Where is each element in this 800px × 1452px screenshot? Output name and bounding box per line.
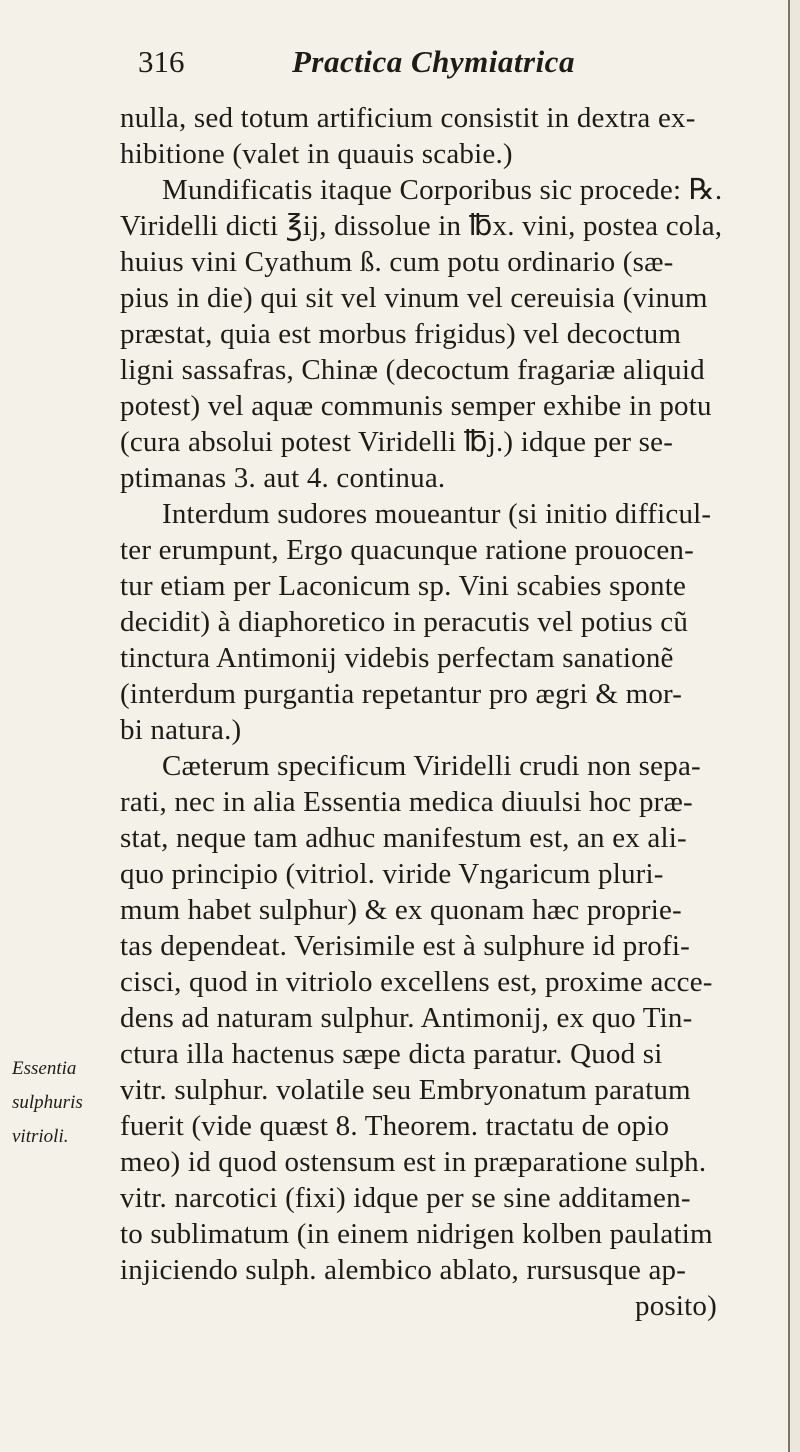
text-line: Cæterum specificum Viridelli crudi non sepa-: [162, 750, 701, 782]
running-title: Practica Chymiatrica: [292, 44, 575, 79]
margin-note-line: Essentia: [12, 1058, 77, 1079]
text-line: Interdum sudores moueantur (si initio difficul-: [162, 498, 712, 530]
text-line: to sublimatum (in einem nidrigen kolben paulatim: [120, 1218, 713, 1250]
text-line: pius in die) qui sit vel vinum vel cereuisia (vinum: [120, 282, 708, 314]
text-line: tur etiam per Laconicum sp. Vini scabies sponte: [120, 570, 687, 602]
text-line: stat, neque tam adhuc manifestum est, an ex ali-: [120, 822, 687, 854]
text-line: rati, nec in alia Essentia medica diuulsi hoc præ-: [120, 786, 693, 818]
margin-note: [12, 1052, 124, 1154]
text-line: huius vini Cyathum ß. cum potu ordinario (sæ-: [120, 246, 674, 278]
text-line: tinctura Antimonij videbis perfectam sanationẽ: [120, 642, 674, 674]
text-line: (interdum purgantia repetantur pro ægri & mor-: [120, 678, 683, 710]
page-number: 316: [138, 44, 185, 79]
page-shadow: [790, 0, 800, 1452]
text-line: decidit) à diaphoretico in peracutis vel potius cũ: [120, 606, 689, 638]
text-line: bi natura.): [120, 714, 242, 746]
text-line: (cura absolui potest Viridelli ℔j.) idque per se-: [120, 426, 674, 458]
text-line: quo principio (vitriol. viride Vngaricum pluri-: [120, 858, 664, 890]
text-line: hibitione (valet in quauis scabie.): [120, 138, 513, 170]
margin-note-line: sulphuris: [12, 1092, 83, 1113]
text-line: posito): [635, 1290, 717, 1322]
text-line: fuerit (vide quæst 8. Theorem. tractatu de opio: [120, 1110, 670, 1142]
text-line: injiciendo sulph. alembico ablato, rursusque ap-: [120, 1254, 687, 1286]
margin-note-line: vitrioli.: [12, 1126, 69, 1147]
text-line: ptimanas 3. aut 4. continua.: [120, 462, 446, 494]
text-line: Viridelli dicti ℥ij, dissolue in ℔x. vini, postea cola,: [120, 210, 723, 242]
text-line: dens ad naturam sulphur. Antimonij, ex quo Tin-: [120, 1002, 693, 1034]
text-line: cisci, quod in vitriolo excellens est, proxime acce-: [120, 966, 713, 998]
text-line: Mundificatis itaque Corporibus sic procede: ℞.: [162, 174, 723, 206]
text-line: ctura illa hactenus sæpe dicta paratur. Quod si: [120, 1038, 663, 1070]
text-line: nulla, sed totum artificium consistit in dextra ex-: [120, 102, 696, 134]
text-line: vitr. sulphur. volatile seu Embryonatum paratum: [120, 1074, 691, 1106]
text-line: vitr. narcotici (fixi) idque per se sine additamen-: [120, 1182, 691, 1214]
text-line: ter erumpunt, Ergo quacunque ratione prouocen-: [120, 534, 694, 566]
text-line: potest) vel aquæ communis semper exhibe in potu: [120, 390, 712, 422]
text-line: præstat, quia est morbus frigidus) vel decoctum: [120, 318, 682, 350]
text-line: tas dependeat. Verisimile est à sulphure id profi-: [120, 930, 690, 962]
text-line: meo) id quod ostensum est in præparatione sulph.: [120, 1146, 707, 1178]
text-line: ligni sassafras, Chinæ (decoctum fragariæ aliquid: [120, 354, 705, 386]
running-head: [112, 40, 672, 88]
text-line: mum habet sulphur) & ex quonam hæc proprie-: [120, 894, 682, 926]
body-text: [120, 100, 790, 1324]
